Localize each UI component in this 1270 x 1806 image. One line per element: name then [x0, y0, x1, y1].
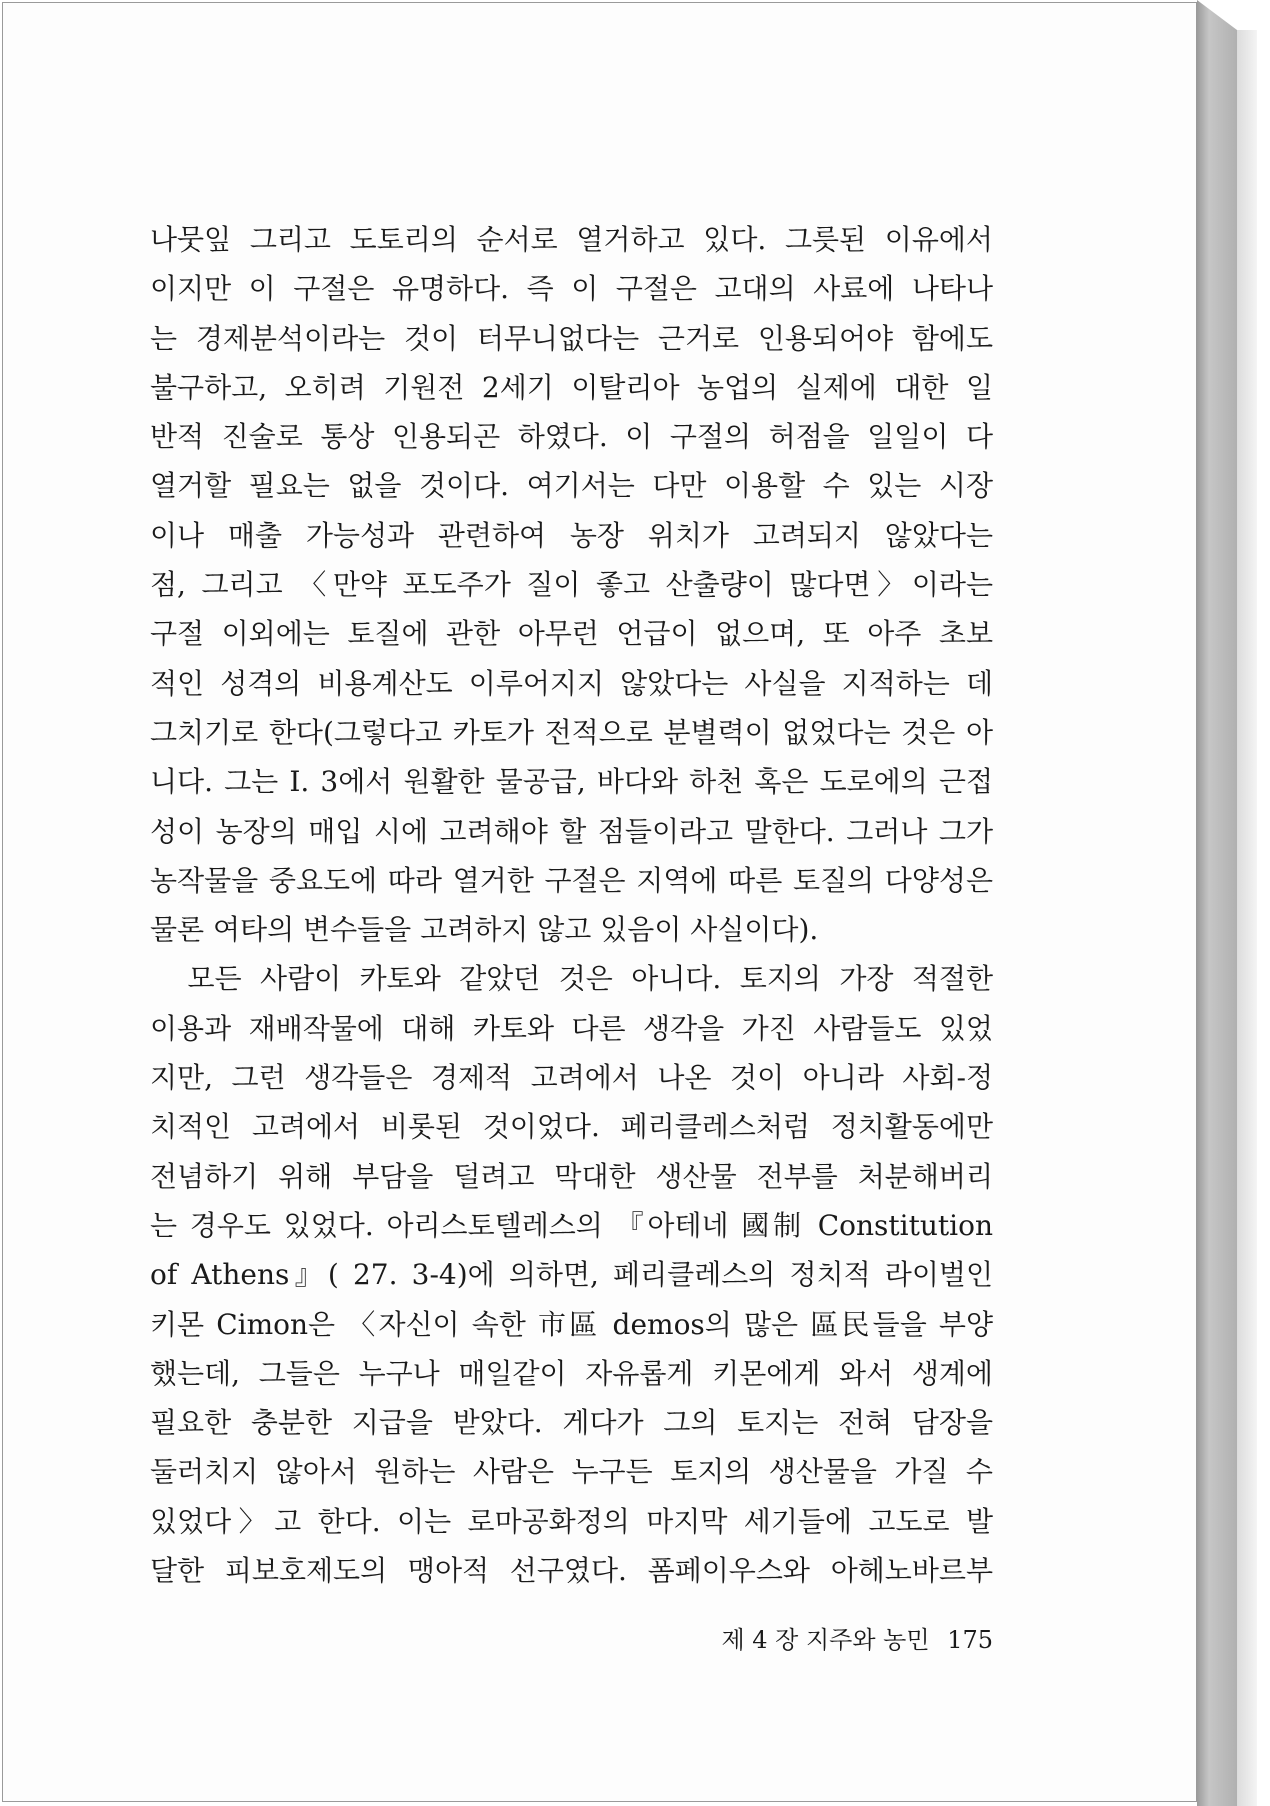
body-text [150, 215, 993, 1595]
text-line: 농작물을 중요도에 따라 열거한 구절은 지역에 따른 토질의 다양성은 [150, 863, 993, 897]
page-stack-edge [1197, 0, 1237, 1806]
text-line: 했는데, 그들은 누구나 매일같이 자유롭게 키몬에게 와서 생계에 [150, 1356, 993, 1390]
text-line: 성이 농장의 매입 시에 고려해야 할 점들이라고 말한다. 그러나 그가 [150, 814, 993, 848]
text-line: 달한 피보호제도의 맹아적 선구였다. 폼페이우스와 아헤노바르부 [150, 1554, 993, 1588]
text-line: 둘러치지 않아서 원하는 사람은 누구든 토지의 생산물을 가질 수 [150, 1455, 993, 1489]
text-line: 치적인 고려에서 비롯된 것이었다. 페리클레스처럼 정치활동에만 [150, 1110, 993, 1144]
page-shadow [1237, 30, 1257, 1806]
text-line: 적인 성격의 비용계산도 이루어지지 않았다는 사실을 지적하는 데 [150, 666, 993, 700]
text-line: 구절 이외에는 토질에 관한 아무런 언급이 없으며, 또 아주 초보 [150, 617, 993, 651]
page-footer [680, 1620, 993, 1655]
text-line: 물론 여타의 변수들을 고려하지 않고 있음이 사실이다). [150, 913, 819, 947]
text-line: 이나 매출 가능성과 관련하여 농장 위치가 고려되지 않았다는 [150, 518, 993, 552]
text-line: 는 경우도 있었다. 아리스토텔레스의 『아테네 國制 Constitution [150, 1208, 993, 1242]
text-line: 점, 그리고 〈만약 포도주가 질이 좋고 산출량이 많다면〉이라는 [150, 568, 993, 602]
text-line: 이용과 재배작물에 대해 카토와 다른 생각을 가진 사람들도 있었 [150, 1011, 993, 1045]
text-line: 지만, 그런 생각들은 경제적 고려에서 나온 것이 아니라 사회-정 [150, 1061, 993, 1095]
text-line: 모든 사람이 카토와 같았던 것은 아니다. 토지의 가장 적절한 [150, 962, 993, 996]
text-line: 이지만 이 구절은 유명하다. 즉 이 구절은 고대의 사료에 나타나 [150, 272, 993, 306]
chapter-title: 제 4 장 지주와 농민 [721, 1626, 930, 1654]
text-line: 불구하고, 오히려 기원전 2세기 이탈리아 농업의 실제에 대한 일 [150, 370, 993, 404]
text-line: of Athens』( 27. 3-4)에 의하면, 페리클레스의 정치적 라이벌인 [150, 1258, 993, 1292]
text-line: 전념하기 위해 부담을 덜려고 막대한 생산물 전부를 처분해버리 [150, 1159, 993, 1193]
text-line: 필요한 충분한 지급을 받았다. 게다가 그의 토지는 전혀 담장을 [150, 1406, 993, 1440]
text-line: 니다. 그는 I. 3에서 원활한 물공급, 바다와 하천 혹은 도로에의 근접 [150, 765, 993, 799]
text-line: 키몬 Cimon은 〈자신이 속한 市區 demos의 많은 區民들을 부양 [150, 1307, 993, 1341]
text-line: 는 경제분석이라는 것이 터무니없다는 근거로 인용되어야 함에도 [150, 321, 993, 355]
text-line: 나뭇잎 그리고 도토리의 순서로 열거하고 있다. 그릇된 이유에서 [150, 223, 993, 256]
text-line: 그치기로 한다(그렇다고 카토가 전적으로 분별력이 없었다는 것은 아 [150, 715, 993, 749]
page-number: 175 [947, 1626, 993, 1654]
text-line: 반적 진술로 통상 인용되곤 하였다. 이 구절의 허점을 일일이 다 [150, 420, 993, 454]
text-line: 열거할 필요는 없을 것이다. 여기서는 다만 이용할 수 있는 시장 [150, 469, 993, 503]
text-line: 있었다〉고 한다. 이는 로마공화정의 마지막 세기들에 고도로 발 [150, 1504, 993, 1538]
